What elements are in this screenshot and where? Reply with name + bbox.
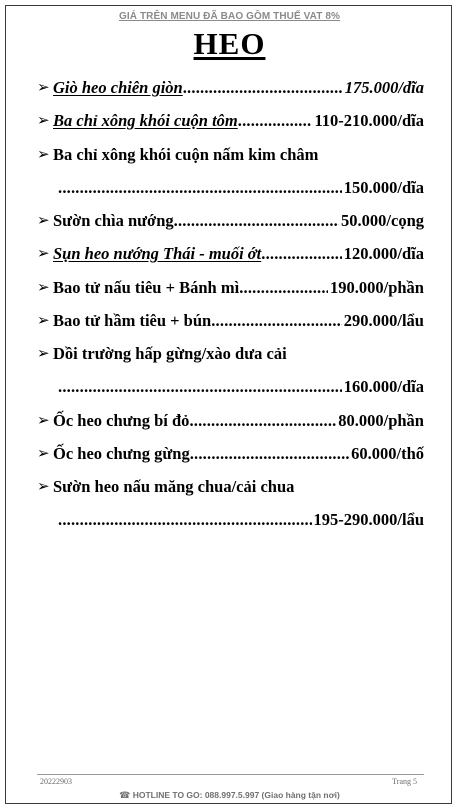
dot-leader	[190, 444, 349, 464]
menu-item-continuation	[58, 178, 424, 198]
menu-item-price: 175.000/dĩa	[344, 78, 424, 97]
menu-item-name: Bao tử hầm tiêu + bún	[53, 311, 212, 330]
document-code: 20222903	[40, 777, 72, 786]
hotline-footer	[0, 790, 459, 801]
dot-leader	[211, 311, 342, 331]
hotline-text: HOTLINE TO GO: 088.997.5.997 (Giao hàng tận nơi)	[132, 790, 340, 800]
menu-item-price: 290.000/lẩu	[343, 311, 424, 330]
arrow-bullet-icon: ➢	[37, 145, 50, 163]
dot-leader	[58, 510, 312, 530]
menu-item-continuation	[58, 377, 424, 397]
menu-item	[37, 278, 424, 298]
menu-item-name: Ốc heo chưng gừng	[53, 444, 190, 463]
telephone-icon: ☎	[119, 791, 131, 801]
arrow-bullet-icon: ➢	[37, 244, 50, 262]
vat-note: GIÁ TRÊN MENU ĐÃ BAO GỒM THUẾ VAT 8%	[118, 11, 340, 22]
menu-item-continuation	[58, 510, 424, 530]
dot-leader	[58, 178, 342, 198]
arrow-bullet-icon: ➢	[37, 411, 50, 429]
menu-item-price: 60.000/thố	[351, 444, 424, 463]
arrow-bullet-icon: ➢	[37, 211, 50, 229]
dot-leader	[58, 377, 342, 397]
menu-item	[37, 78, 424, 98]
dot-leader	[261, 244, 342, 264]
page-number: Trang 5	[392, 777, 417, 786]
arrow-bullet-icon: ➢	[37, 311, 50, 329]
menu-item-name: Ba chỉ xông khói cuộn nấm kim châm	[53, 145, 319, 164]
section-title: HEO	[193, 26, 266, 61]
menu-item	[37, 477, 294, 497]
arrow-bullet-icon: ➢	[37, 278, 50, 296]
menu-item-price: 160.000/dĩa	[343, 377, 424, 396]
dot-leader	[238, 111, 313, 131]
dot-leader	[174, 211, 339, 231]
menu-item-name: Giò heo chiên giòn	[53, 78, 183, 97]
dot-leader	[183, 78, 343, 98]
menu-item-name: Ba chỉ xông khói cuộn tôm	[53, 111, 238, 130]
menu-item-price: 150.000/dĩa	[343, 178, 424, 197]
menu-item-name: Sườn chìa nướng	[53, 211, 174, 230]
dot-leader	[239, 278, 328, 298]
menu-item	[37, 344, 287, 364]
menu-item	[37, 111, 424, 131]
arrow-bullet-icon: ➢	[37, 477, 50, 495]
menu-item	[37, 211, 424, 231]
menu-item-name: Bao tử nấu tiêu + Bánh mì	[53, 278, 240, 297]
menu-item-price: 120.000/dĩa	[343, 244, 424, 263]
arrow-bullet-icon: ➢	[37, 344, 50, 362]
menu-item	[37, 444, 424, 464]
menu-item	[37, 311, 424, 331]
menu-item-name: Sườn heo nấu măng chua/cải chua	[53, 477, 295, 496]
menu-item-price: 190.000/phần	[330, 278, 424, 297]
menu-item-price: 50.000/cọng	[341, 211, 424, 230]
menu-item-name: Sụn heo nướng Thái - muối ớt	[53, 244, 262, 263]
footer-divider	[37, 774, 424, 775]
arrow-bullet-icon: ➢	[37, 111, 50, 129]
arrow-bullet-icon: ➢	[37, 78, 50, 96]
arrow-bullet-icon: ➢	[37, 444, 50, 462]
menu-item-name: Ốc heo chưng bí đỏ	[53, 411, 190, 430]
menu-item-price: 80.000/phần	[338, 411, 424, 430]
menu-item-price: 195-290.000/lẩu	[313, 510, 424, 529]
menu-item-price: 110-210.000/dĩa	[314, 111, 424, 130]
menu-item	[37, 411, 424, 431]
menu-item	[37, 244, 424, 264]
dot-leader	[189, 411, 336, 431]
menu-item-name: Dồi trường hấp gừng/xào dưa cải	[53, 344, 287, 363]
menu-item	[37, 145, 318, 165]
